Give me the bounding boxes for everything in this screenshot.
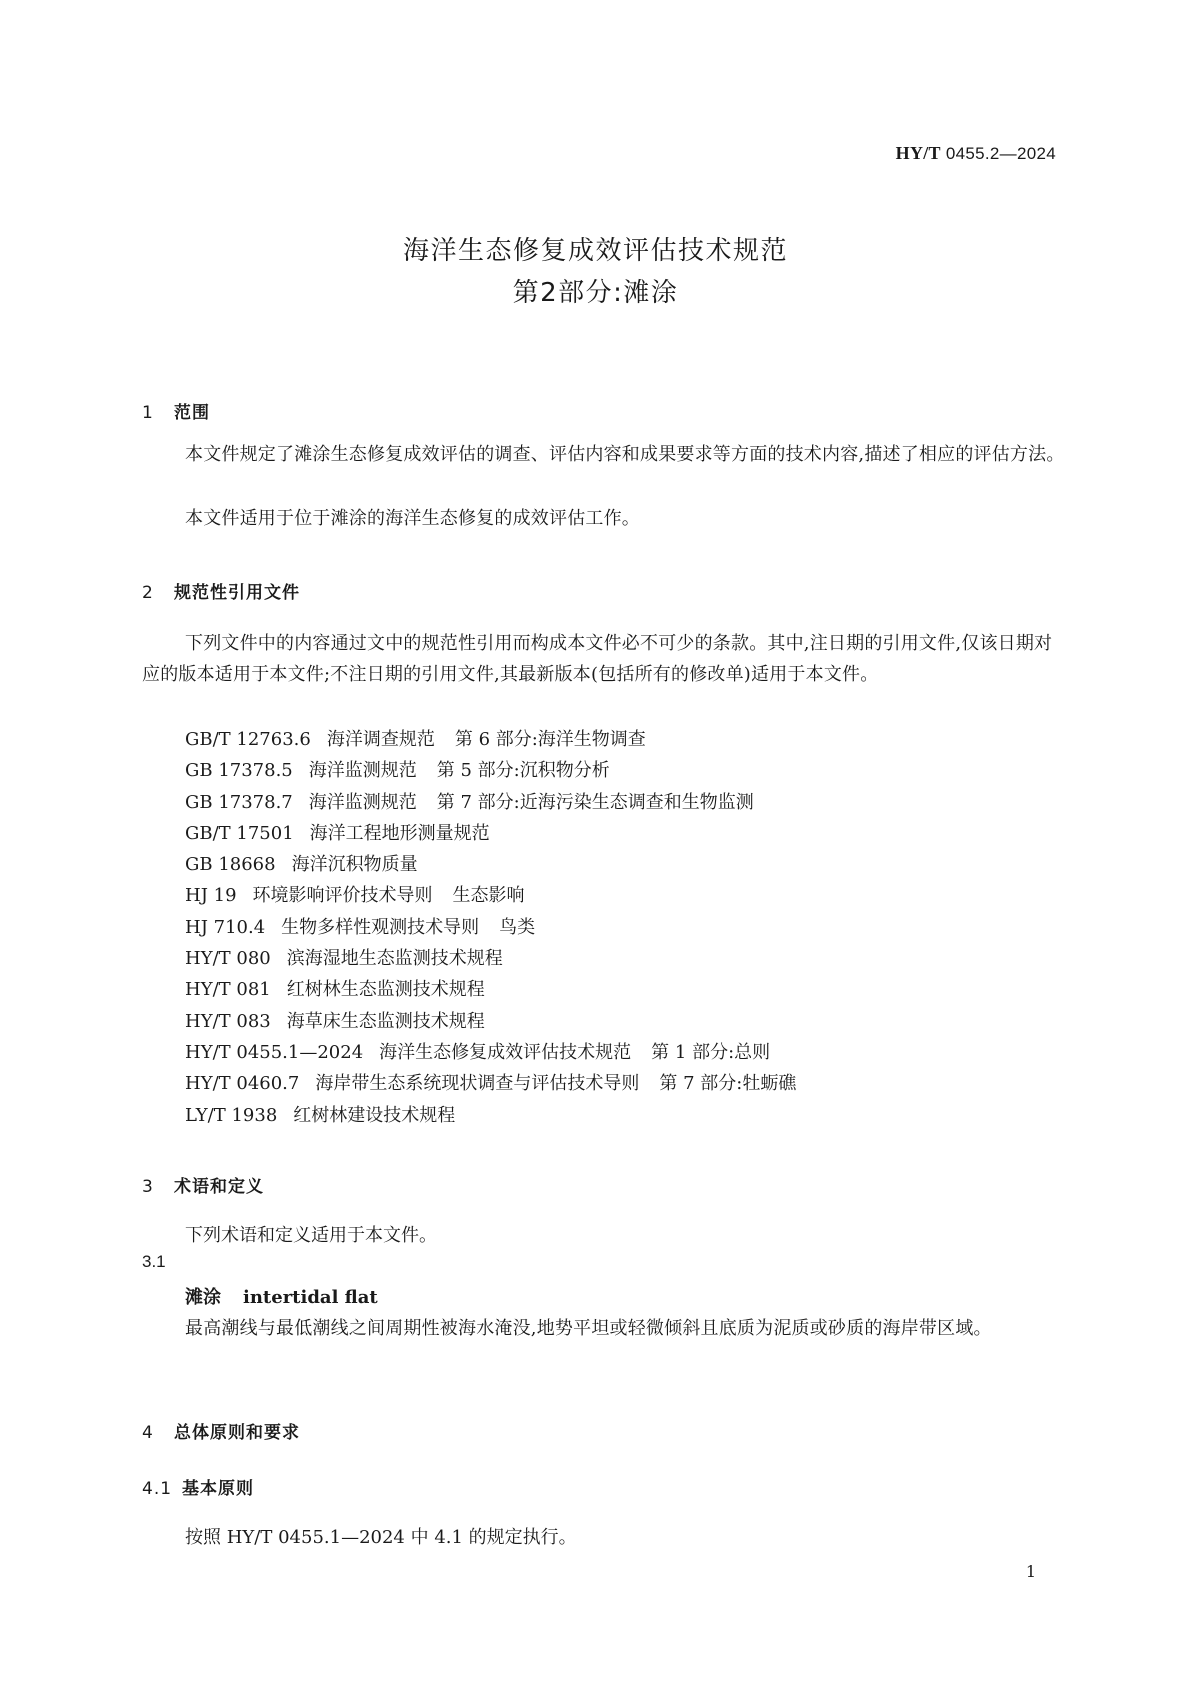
term-entry: 滩涂 intertidal flat xyxy=(185,1287,378,1308)
clause-number: 3.1 xyxy=(142,1252,166,1271)
list-item: LY/T 1938 红树林建设技术规程 xyxy=(185,1104,456,1126)
list-item: GB 18668 海洋沉积物质量 xyxy=(185,854,418,876)
list-item: HY/T 080 滨海湿地生态监测技术规程 xyxy=(185,948,503,970)
page-number: 1 xyxy=(1025,1562,1036,1581)
list-item: GB 17378.5 海洋监测规范 第 5 部分:沉积物分析 xyxy=(185,760,610,782)
list-item: HJ 710.4 生物多样性观测技术导则 鸟类 xyxy=(185,916,536,938)
document-subtitle: 第2部分:滩涂 xyxy=(512,278,679,308)
list-item: GB 17378.7 海洋监测规范 第 7 部分:近海污染生态调查和生物监测 xyxy=(185,791,754,813)
list-item: GB/T 12763.6 海洋调查规范 第 6 部分:海洋生物调查 xyxy=(185,729,646,750)
document-title: 海洋生态修复成效评估技术规范 xyxy=(402,236,788,266)
scope-paragraph-2: 本文件适用于位于滩涂的海洋生态修复的成效评估工作。 xyxy=(185,508,640,529)
document-code: HY/T 0455.2—2024 xyxy=(895,143,1056,163)
section-heading-scope: 1 范围 xyxy=(142,403,210,423)
list-item: HY/T 081 红树林生态监测技术规程 xyxy=(185,979,485,1001)
basic-principles-text: 按照 HY/T 0455.1—2024 中 4.1 的规定执行。 xyxy=(185,1527,577,1548)
reference-list xyxy=(185,724,796,1131)
list-item: HY/T 0460.7 海岸带生态系统现状调查与评估技术导则 第 7 部分:牡蛎礁 xyxy=(185,1073,797,1095)
list-item: HJ 19 环境影响评价技术导则 生态影响 xyxy=(185,885,525,907)
list-item: HY/T 083 海草床生态监测技术规程 xyxy=(185,1010,485,1032)
term-definition: 最高潮线与最低潮线之间周期性被海水淹没,地势平坦或轻微倾斜且底质为泥质或砂质的海岸带区域。 xyxy=(185,1318,992,1339)
references-intro: 下列文件中的内容通过文中的规范性引用而构成本文件必不可少的条款。其中,注日期的引用文件,仅该日期对应的版本适用于本文件;不注日期的引用文件,其最新版本(包括所有的修改单)适用于本文件。 xyxy=(142,633,1053,685)
section-heading-terms: 3 术语和定义 xyxy=(142,1177,264,1197)
terms-intro: 下列术语和定义适用于本文件。 xyxy=(185,1225,437,1246)
section-heading-normative-references: 2 规范性引用文件 xyxy=(142,583,300,603)
scope-paragraph-1: 本文件规定了滩涂生态修复成效评估的调查、评估内容和成果要求等方面的技术内容,描述了相应的评估方法。 xyxy=(185,444,1065,465)
section-heading-principles: 4 总体原则和要求 xyxy=(142,1423,300,1443)
subsection-heading-basic-principles: 4.1 基本原则 xyxy=(142,1479,254,1499)
list-item: GB/T 17501 海洋工程地形测量规范 xyxy=(185,822,490,844)
list-item: HY/T 0455.1—2024 海洋生态修复成效评估技术规范 第 1 部分:总则 xyxy=(185,1041,771,1063)
